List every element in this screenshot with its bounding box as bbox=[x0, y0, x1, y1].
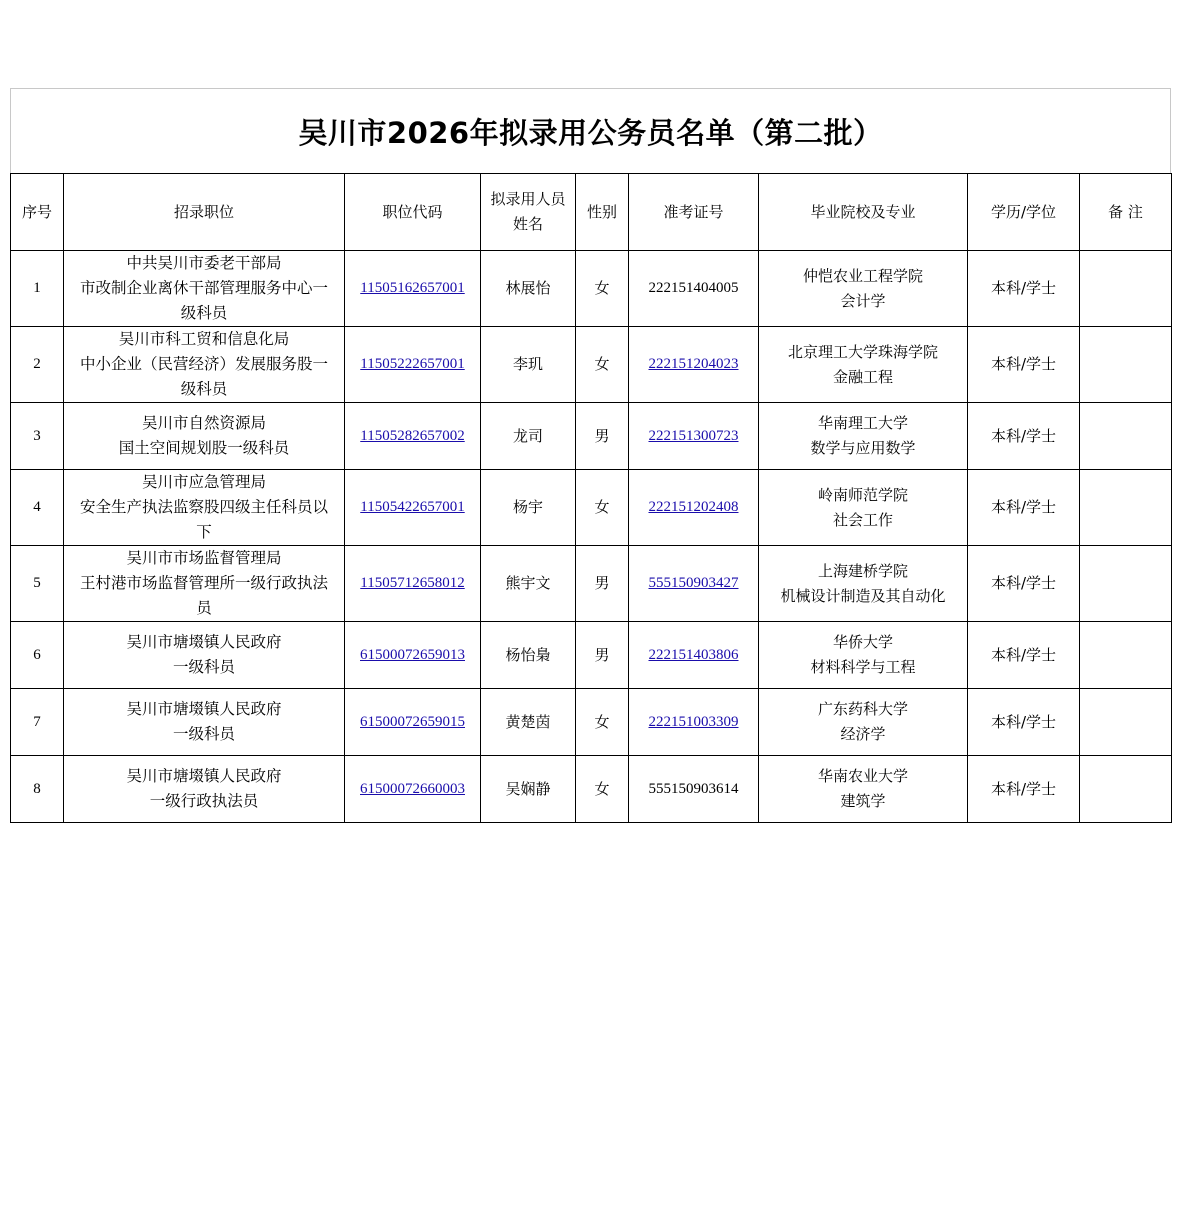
cell-gender: 女 bbox=[576, 689, 629, 756]
position-line: 下 bbox=[196, 523, 212, 541]
cell-code bbox=[345, 403, 481, 470]
cell-gender: 女 bbox=[576, 756, 629, 823]
cell-note bbox=[1080, 251, 1172, 327]
table-row bbox=[11, 327, 1172, 403]
school-line: 金融工程 bbox=[832, 367, 893, 386]
cell-school bbox=[759, 327, 968, 403]
position-line: 吴川市应急管理局 bbox=[141, 473, 266, 491]
school-line: 华南理工大学 bbox=[817, 414, 908, 432]
cell-degree: 本科/学士 bbox=[968, 756, 1080, 823]
cell-code bbox=[345, 622, 481, 689]
cell-seq: 4 bbox=[11, 470, 64, 546]
position-code-link[interactable]: 11505162657001 bbox=[360, 280, 465, 296]
position-line: 员 bbox=[196, 599, 212, 617]
cell-degree: 本科/学士 bbox=[968, 327, 1080, 403]
school-line: 经济学 bbox=[840, 725, 886, 743]
cell-note bbox=[1080, 470, 1172, 546]
cell-position bbox=[64, 622, 345, 689]
table-row bbox=[11, 470, 1172, 546]
school-line: 仲恺农业工程学院 bbox=[802, 266, 923, 285]
position-code-link[interactable]: 61500072659015 bbox=[360, 713, 465, 730]
cell-code bbox=[345, 327, 481, 403]
cell-name: 熊宇文 bbox=[481, 546, 576, 622]
cell-code bbox=[345, 756, 481, 823]
position-line: 王村港市场监督管理所一级行政执法 bbox=[79, 574, 328, 592]
school-line: 岭南师范学院 bbox=[817, 485, 908, 504]
cell-code bbox=[345, 546, 481, 622]
school-line: 北京理工大学珠海学院 bbox=[787, 342, 938, 361]
cell-school bbox=[759, 546, 968, 622]
cell-position bbox=[64, 403, 345, 470]
cell-gender: 女 bbox=[576, 251, 629, 327]
cell-position bbox=[64, 470, 345, 546]
cell-seq: 3 bbox=[11, 403, 64, 470]
position-code-link[interactable]: 61500072659013 bbox=[360, 646, 465, 663]
page-title: 吴川市2026年拟录用公务员名单（第二批） bbox=[298, 115, 883, 150]
cell-degree: 本科/学士 bbox=[968, 622, 1080, 689]
table-row bbox=[11, 622, 1172, 689]
exam-number-link[interactable]: 555150903427 bbox=[648, 575, 739, 591]
cell-code bbox=[345, 251, 481, 327]
header-note: 备 注 bbox=[1080, 174, 1172, 251]
cell-note bbox=[1080, 327, 1172, 403]
cell-name: 吴娴静 bbox=[481, 756, 576, 823]
table-row bbox=[11, 546, 1172, 622]
cell-exam bbox=[629, 403, 759, 470]
cell-position bbox=[64, 327, 345, 403]
school-line: 机械设计制造及其自动化 bbox=[780, 586, 946, 605]
position-line: 吴川市自然资源局 bbox=[141, 414, 266, 432]
position-line: 安全生产执法监察股四级主任科员以 bbox=[79, 498, 328, 516]
position-line: 中共吴川市委老干部局 bbox=[126, 254, 282, 272]
cell-exam bbox=[629, 689, 759, 756]
school-line: 上海建桥学院 bbox=[817, 561, 908, 580]
exam-number-link[interactable]: 222151204023 bbox=[648, 356, 739, 372]
cell-name: 杨宇 bbox=[481, 470, 576, 546]
position-line: 吴川市塘㙍镇人民政府 bbox=[126, 767, 282, 785]
cell-name: 杨怡梟 bbox=[481, 622, 576, 689]
position-code-link[interactable]: 11505712658012 bbox=[360, 575, 465, 591]
school-line: 社会工作 bbox=[832, 510, 893, 529]
cell-position bbox=[64, 251, 345, 327]
cell-gender: 女 bbox=[576, 470, 629, 546]
position-line: 吴川市市场监督管理局 bbox=[126, 549, 282, 567]
candidate-table bbox=[10, 173, 1172, 823]
cell-exam bbox=[629, 622, 759, 689]
position-line: 中小企业（民营经济）发展服务股一 bbox=[79, 355, 328, 373]
cell-seq: 8 bbox=[11, 756, 64, 823]
cell-gender: 女 bbox=[576, 327, 629, 403]
header-name-line2: 姓名 bbox=[512, 215, 543, 233]
position-code-link[interactable]: 11505222657001 bbox=[360, 356, 465, 372]
cell-degree: 本科/学士 bbox=[968, 251, 1080, 327]
table-row bbox=[11, 756, 1172, 823]
cell-exam bbox=[629, 546, 759, 622]
header-row bbox=[11, 174, 1172, 251]
cell-exam bbox=[629, 470, 759, 546]
position-line: 级科员 bbox=[180, 380, 228, 398]
cell-school bbox=[759, 251, 968, 327]
school-line: 建筑学 bbox=[840, 792, 886, 810]
school-line: 华南农业大学 bbox=[817, 767, 908, 785]
position-line: 一级科员 bbox=[172, 658, 235, 676]
school-line: 数学与应用数学 bbox=[810, 439, 916, 457]
cell-name: 黄楚茵 bbox=[481, 689, 576, 756]
header-name bbox=[481, 174, 576, 251]
cell-gender: 男 bbox=[576, 403, 629, 470]
cell-school bbox=[759, 403, 968, 470]
cell-school bbox=[759, 756, 968, 823]
table-body bbox=[11, 251, 1172, 823]
cell-name: 龙司 bbox=[481, 403, 576, 470]
exam-number: 222151404005 bbox=[648, 280, 739, 296]
position-line: 一级科员 bbox=[172, 725, 235, 743]
position-code-link[interactable]: 11505282657002 bbox=[360, 427, 465, 444]
cell-degree: 本科/学士 bbox=[968, 470, 1080, 546]
title-box bbox=[10, 88, 1171, 173]
cell-name: 林展怡 bbox=[481, 251, 576, 327]
cell-code bbox=[345, 689, 481, 756]
cell-note bbox=[1080, 689, 1172, 756]
table-row bbox=[11, 403, 1172, 470]
cell-degree: 本科/学士 bbox=[968, 546, 1080, 622]
cell-seq: 6 bbox=[11, 622, 64, 689]
cell-position bbox=[64, 756, 345, 823]
cell-gender: 男 bbox=[576, 546, 629, 622]
document-sheet bbox=[10, 88, 1171, 823]
cell-degree: 本科/学士 bbox=[968, 403, 1080, 470]
cell-seq: 7 bbox=[11, 689, 64, 756]
cell-seq: 5 bbox=[11, 546, 64, 622]
cell-name: 李玑 bbox=[481, 327, 576, 403]
cell-position bbox=[64, 546, 345, 622]
table-row bbox=[11, 251, 1172, 327]
exam-number-link[interactable]: 222151403806 bbox=[648, 646, 739, 663]
school-line: 会计学 bbox=[840, 291, 886, 310]
cell-school bbox=[759, 470, 968, 546]
cell-seq: 1 bbox=[11, 251, 64, 327]
position-line: 市改制企业离休干部管理服务中心一 bbox=[79, 279, 328, 297]
position-line: 级科员 bbox=[180, 304, 228, 322]
cell-degree: 本科/学士 bbox=[968, 689, 1080, 756]
school-line: 华侨大学 bbox=[832, 633, 893, 651]
position-line: 吴川市科工贸和信息化局 bbox=[118, 330, 290, 348]
position-line: 吴川市塘㙍镇人民政府 bbox=[126, 633, 282, 651]
header-seq: 序号 bbox=[11, 174, 64, 251]
header-name-line1: 拟录用人员 bbox=[490, 190, 566, 208]
exam-number-link[interactable]: 222151202408 bbox=[648, 499, 739, 515]
table-row bbox=[11, 689, 1172, 756]
cell-school bbox=[759, 622, 968, 689]
exam-number: 555150903614 bbox=[648, 780, 739, 797]
exam-number-link[interactable]: 222151300723 bbox=[648, 427, 739, 444]
header-position: 招录职位 bbox=[64, 174, 345, 251]
header-code: 职位代码 bbox=[345, 174, 481, 251]
cell-note bbox=[1080, 546, 1172, 622]
position-line: 一级行政执法员 bbox=[149, 792, 259, 810]
header-exam: 准考证号 bbox=[629, 174, 759, 251]
header-school: 毕业院校及专业 bbox=[759, 174, 968, 251]
cell-note bbox=[1080, 756, 1172, 823]
cell-code bbox=[345, 470, 481, 546]
position-line: 吴川市塘㙍镇人民政府 bbox=[126, 700, 282, 718]
cell-seq: 2 bbox=[11, 327, 64, 403]
school-line: 材料科学与工程 bbox=[810, 658, 916, 676]
exam-number-link[interactable]: 222151003309 bbox=[648, 713, 739, 730]
cell-exam bbox=[629, 756, 759, 823]
cell-note bbox=[1080, 403, 1172, 470]
position-code-link[interactable]: 61500072660003 bbox=[360, 780, 465, 797]
cell-note bbox=[1080, 622, 1172, 689]
position-line: 国土空间规划股一级科员 bbox=[118, 439, 290, 457]
header-gender: 性别 bbox=[576, 174, 629, 251]
cell-gender: 男 bbox=[576, 622, 629, 689]
cell-position bbox=[64, 689, 345, 756]
position-code-link[interactable]: 11505422657001 bbox=[360, 499, 465, 515]
cell-exam bbox=[629, 327, 759, 403]
cell-school bbox=[759, 689, 968, 756]
header-degree: 学历/学位 bbox=[968, 174, 1080, 251]
school-line: 广东药科大学 bbox=[817, 700, 908, 718]
cell-exam bbox=[629, 251, 759, 327]
